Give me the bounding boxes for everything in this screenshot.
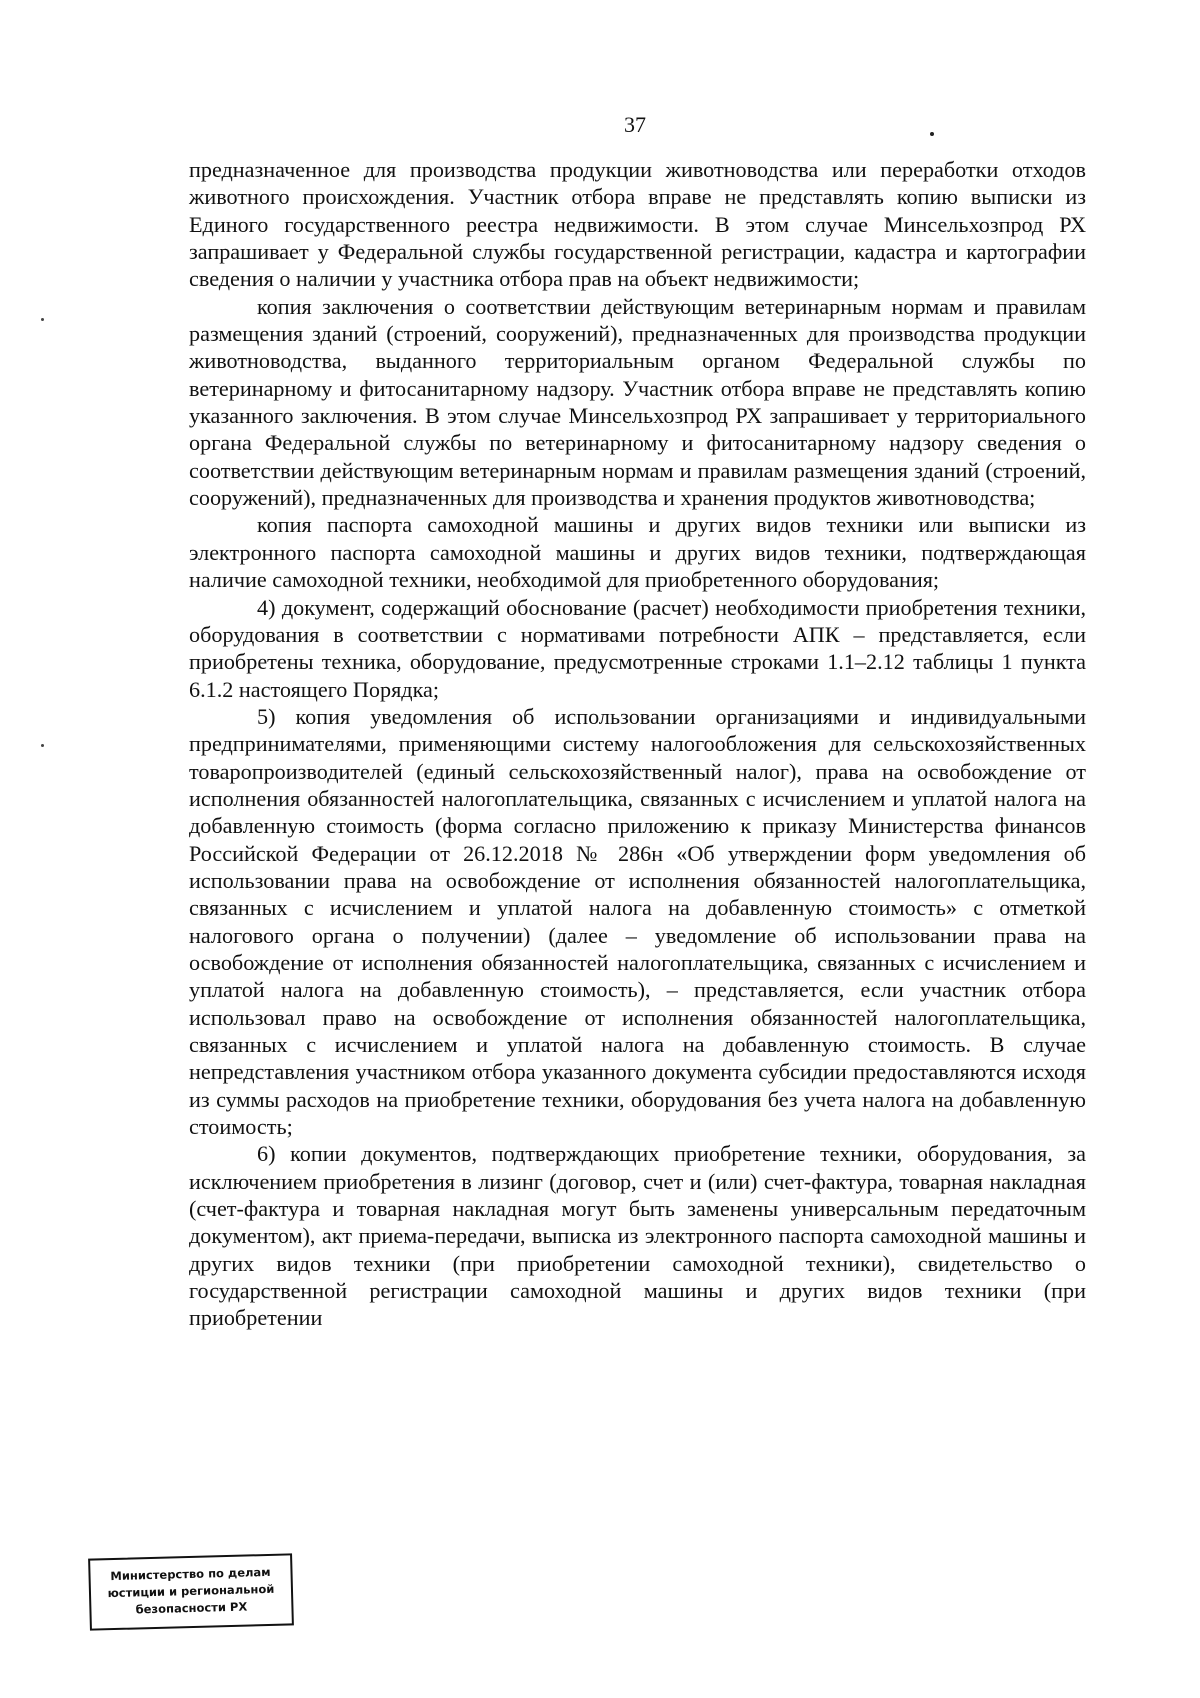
stamp-line: безопасности РХ [135,1599,248,1617]
paragraph: копия заключения о соответствии действующим ветеринарным нормам и правилам размещения зданий (строений, сооружений), предназначенных для производства продукции животноводства, выданного территориальным органом Федеральной службы по ветеринарному и фитосанитарному надзору. Участник отбора вправе не представлять копию указанного заключения. В этом случае Минсельхозпрод РХ запрашивает у территориального органа Федеральной службы по ветеринарному и фитосанитарному надзору сведения о соответствии действующим ветеринарным нормам и правилам размещения зданий (строений, сооружений), предназначенных для производства и хранения продуктов животноводства; [189,293,1086,511]
stamp-line: Министерство по делам [110,1564,271,1584]
paragraph: копия паспорта самоходной машины и других видов техники или выписки из электронного паспорта самоходной машины и других видов техники, подтверждающая наличие самоходной техники, необходимой для приобретенного оборудования; [189,512,1086,593]
page-number: 37 [624,112,646,137]
ministry-stamp [88,1553,294,1630]
document-body [189,156,1086,1332]
margin-dot [41,744,44,747]
scan-artifact-dot [930,132,934,136]
paragraph: 5) копия уведомления об использовании организациями и индивидуальными предпринимателями, применяющими систему налогообложения для сельскохозяйственных товаропроизводителей (единый сельскохозяйственный налог), права на освобождение от исполнения обязанностей налогоплательщика, связанных с исчислением и уплатой налога на добавленную стоимость (форма согласно приложению к приказу Министерства финансов Российской Федерации от 26.12.2018 № 286н «Об утверждении форм уведомления об использовании права на освобождение от исполнения обязанностей налогоплательщика, связанных с исчислением и уплатой налога на добавленную стоимость» с отметкой налогового органа о получении) (далее – уведомление об использовании права на освобождение от исполнения обязанностей налогоплательщика, связанных с исчислением и уплатой налога на добавленную стоимость), – представляется, если участник отбора использовал право на освобождение от исполнения обязанностей налогоплательщика, связанных с исчислением и уплатой налога на добавленную стоимость. В случае непредставления участником отбора указанного документа субсидии предоставляются исходя из суммы расходов на приобретение техники, оборудования без учета налога на добавленную стоимость; [189,703,1086,1140]
paragraph: 4) документ, содержащий обоснование (расчет) необходимости приобретения техники, оборудования в соответствии с нормативами потребности АПК – представляется, если приобретены техника, оборудование, предусмотренные строками 1.1–2.12 таблицы 1 пункта 6.1.2 настоящего Порядка; [189,594,1086,702]
stamp-line: юстиции и региональной [107,1581,275,1601]
margin-dot [41,318,44,321]
paragraph: предназначенное для производства продукции животноводства или переработки отходов животного происхождения. Участник отбора вправе не представлять копию выписки из Единого государственного реестра недвижимости. В этом случае Минсельхозпрод РХ запрашивает у Федеральной службы государственной регистрации, кадастра и картографии сведения о наличии у участника отбора прав на объект недвижимости; [189,157,1086,292]
paragraph: 6) копии документов, подтверждающих приобретение техники, оборудования, за исключением приобретения в лизинг (договор, счет и (или) счет-фактура, товарная накладная (счет-фактура и товарная накладная могут быть заменены универсальным передаточным документом), акт приема-передачи, выписка из электронного паспорта самоходной машины и других видов техники (при приобретении самоходной техники), свидетельство о государственной регистрации самоходной машины и других видов техники (при приобретении [189,1141,1086,1331]
